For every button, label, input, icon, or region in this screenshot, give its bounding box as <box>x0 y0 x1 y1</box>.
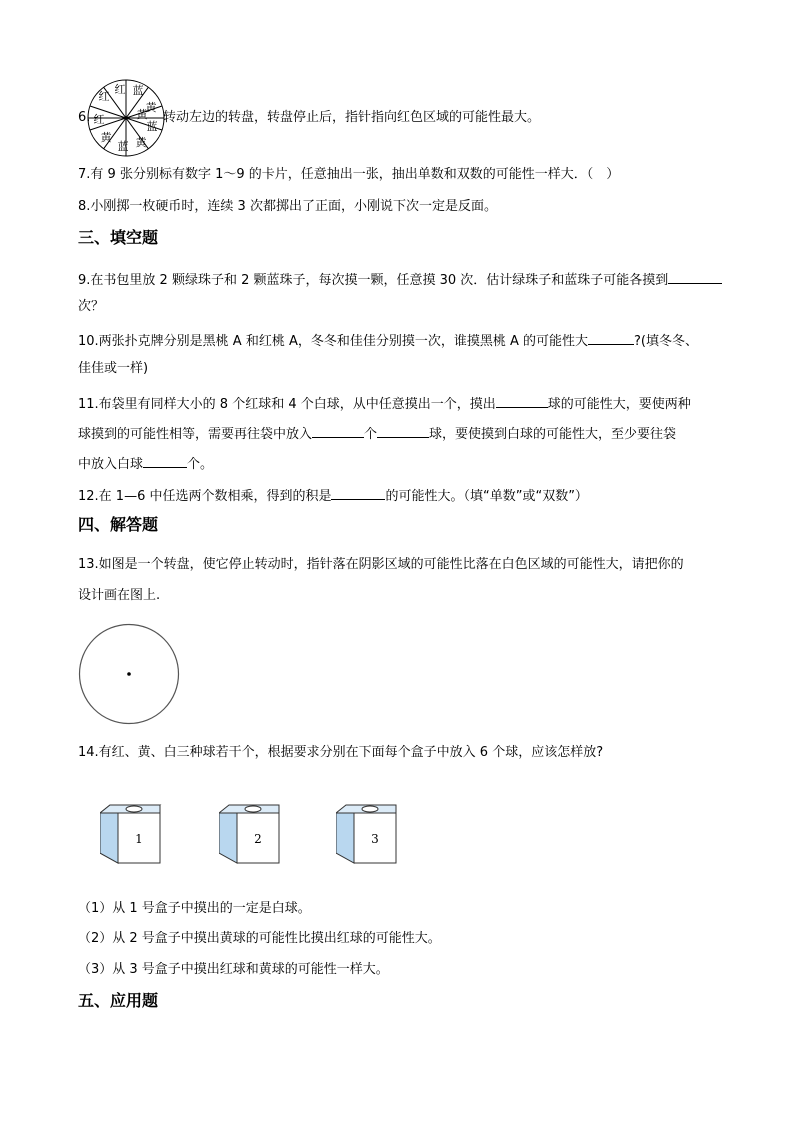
wheel-label: 红 <box>93 113 105 126</box>
box-slot <box>362 806 378 812</box>
answer-blank[interactable] <box>377 423 429 438</box>
answer-blank[interactable] <box>496 393 548 408</box>
question-11-line-2 <box>78 423 676 444</box>
question-13-line-2: 设计画在图上. <box>78 588 161 603</box>
question-11-text-f: 中放入白球 <box>78 457 144 472</box>
question-12-text-b: 的可能性大。（填“单数”或“双数”） <box>385 489 588 504</box>
question-14-part-3: （3）从 3 号盒子中摸出红球和黄球的可能性一样大。 <box>78 962 389 977</box>
wheel-label: 黄 <box>136 108 148 121</box>
wheel-label: 黄 <box>100 131 112 144</box>
spinner-wheel <box>86 78 166 158</box>
question-14: 14.有红、黄、白三种球若干个，根据要求分别在下面每个盒子中放入 6 个球，应该怎样放? <box>78 745 604 760</box>
question-11-text-c: 球摸到的可能性相等，需要再往袋中放入 <box>78 427 313 442</box>
wheel-label: 黄 <box>135 136 147 149</box>
question-12-text-a: 12.在 1—6 中任选两个数相乘，得到的积是 <box>78 489 332 504</box>
wheel-label: 黄 <box>145 101 157 114</box>
question-12 <box>78 485 588 506</box>
section-3-title: 三、填空题 <box>78 228 159 247</box>
ball-box-3[interactable] <box>336 803 400 865</box>
box-number-label: 3 <box>371 832 379 846</box>
question-8: 8.小刚掷一枚硬币时，连续 3 次都掷出了正面，小刚说下次一定是反面。 <box>78 199 497 214</box>
question-10-tail: 佳佳或一样) <box>78 361 149 376</box>
question-11-text-a: 11.布袋里有同样大小的 8 个红球和 4 个白球，从中任意摸出一个，摸出 <box>78 397 496 412</box>
question-11-text-d: 个 <box>364 427 378 442</box>
question-10-text: 10.两张扑克牌分别是黑桃 A 和红桃 A，冬冬和佳佳分别摸一次，谁摸黑桃 A 的可能性大 <box>78 334 589 349</box>
question-9-tail: 次？ <box>78 299 105 314</box>
wheel-label: 蓝 <box>146 120 158 133</box>
question-6-text: 转动左边的转盘，转盘停止后，指针指向红色区域的可能性最大。 <box>163 110 541 125</box>
box-slot <box>126 806 142 812</box>
box-slot <box>245 806 261 812</box>
question-11-text-e: 球，要使摸到白球的可能性大，至少要往袋 <box>429 427 677 442</box>
center-dot <box>127 672 131 676</box>
wheel-label: 蓝 <box>117 140 129 153</box>
question-11-line-3 <box>78 453 213 474</box>
question-9-text: 9.在书包里放 2 颗绿珠子和 2 颗蓝珠子，每次摸一颗，任意摸 30 次．估计绿珠子和蓝珠子可能各摸到 <box>78 273 669 288</box>
ball-box-2[interactable] <box>219 803 283 865</box>
question-14-part-2: （2）从 2 号盒子中摸出黄球的可能性比摸出红球的可能性大。 <box>78 931 441 946</box>
question-13-line-1: 13.如图是一个转盘，使它停止转动时，指针落在阴影区域的可能性比落在白色区域的可能性大，请把你的 <box>78 557 684 572</box>
question-6-number: 6. <box>78 110 91 125</box>
box-number-label: 2 <box>254 832 262 846</box>
section-5-title: 五、应用题 <box>78 991 159 1010</box>
answer-blank[interactable] <box>668 269 722 284</box>
blank-spinner-circle[interactable] <box>78 623 182 727</box>
question-14-part-1: （1）从 1 号盒子中摸出的一定是白球。 <box>78 901 311 916</box>
question-11-text-g: 个。 <box>187 457 214 472</box>
worksheet-page <box>78 0 728 1123</box>
question-10 <box>78 330 698 351</box>
answer-blank[interactable] <box>312 423 364 438</box>
question-7: 7.有 9 张分别标有数字 1～9 的卡片，任意抽出一张，抽出单数和双数的可能性一样大．（ ） <box>78 167 620 182</box>
answer-blank[interactable] <box>143 453 187 468</box>
wheel-label: 红 <box>114 83 126 96</box>
question-11 <box>78 393 691 414</box>
question-10-hint: ?(填冬冬、 <box>634 334 698 349</box>
question-11-text-b: 球的可能性大，要使两种 <box>547 397 691 412</box>
box-number-label: 1 <box>135 832 143 846</box>
ball-box-1[interactable] <box>100 803 164 865</box>
wheel-label: 红 <box>98 90 110 103</box>
answer-blank[interactable] <box>588 330 634 345</box>
wheel-label: 蓝 <box>132 84 144 97</box>
question-9 <box>78 269 722 290</box>
answer-blank[interactable] <box>331 485 385 500</box>
section-4-title: 四、解答题 <box>78 515 159 534</box>
